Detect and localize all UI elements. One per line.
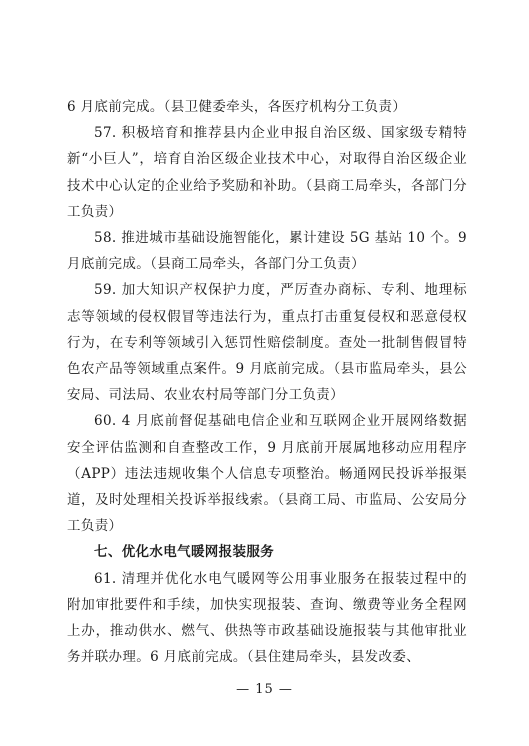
page-number: — 15 — bbox=[236, 682, 293, 697]
paragraph-56-continuation: 6 月底前完成。（县卫健委牵头，各医疗机构分工负责） bbox=[67, 99, 407, 115]
paragraph-59: 59. 加大知识产权保护力度，严厉查办商标、专利、地理标志等领域的侵权假冒等违法行为，重点打击重复侵权和恶意侵权行为，在专利等领域引入惩罚性赔偿制度。查处一批制售假冒特色农产品等领域重点案件。9 月底前完成。（县市监局牵头，县公安局、司法局、农业农村局等部门分工负责） bbox=[67, 282, 467, 404]
document-body bbox=[67, 94, 467, 670]
paragraph-60: 60. 4 月底前督促基础电信企业和互联网企业开展网络数据安全评估监测和自查整改工作，9 月底前开展属地移动应用程序（APP）违法违规收集个人信息专项整治。畅通网民投诉举报渠道，及时处理相关投诉举报线索。（县商工局、市监局、公安局分工负责） bbox=[67, 413, 467, 535]
paragraph-57: 57. 积极培育和推荐县内企业申报自治区级、国家级专精特新“小巨人”，培育自治区级企业技术中心，对取得自治区级企业技术中心认定的企业给予奖励和补助。（县商工局牵头，各部门分工负责） bbox=[67, 125, 467, 220]
section-heading: 七、优化水电气暖网报装服务 bbox=[94, 544, 275, 561]
paragraph-61: 61. 清理并优化水电气暖网等公用事业服务在报装过程中的附加审批要件和手续，加快实现报装、查询、缴费等业务全程网上办，推动供水、燃气、供热等市政基础设施报装与其他审批业务并联办理。6 月底前完成。（县住建局牵头，县发改委、 bbox=[67, 570, 467, 666]
paragraph-58: 58. 推进城市基础设施智能化，累计建设 5G 基站 10 个。9 月底前完成。（县商工局牵头，各部门分工负责） bbox=[67, 230, 467, 273]
